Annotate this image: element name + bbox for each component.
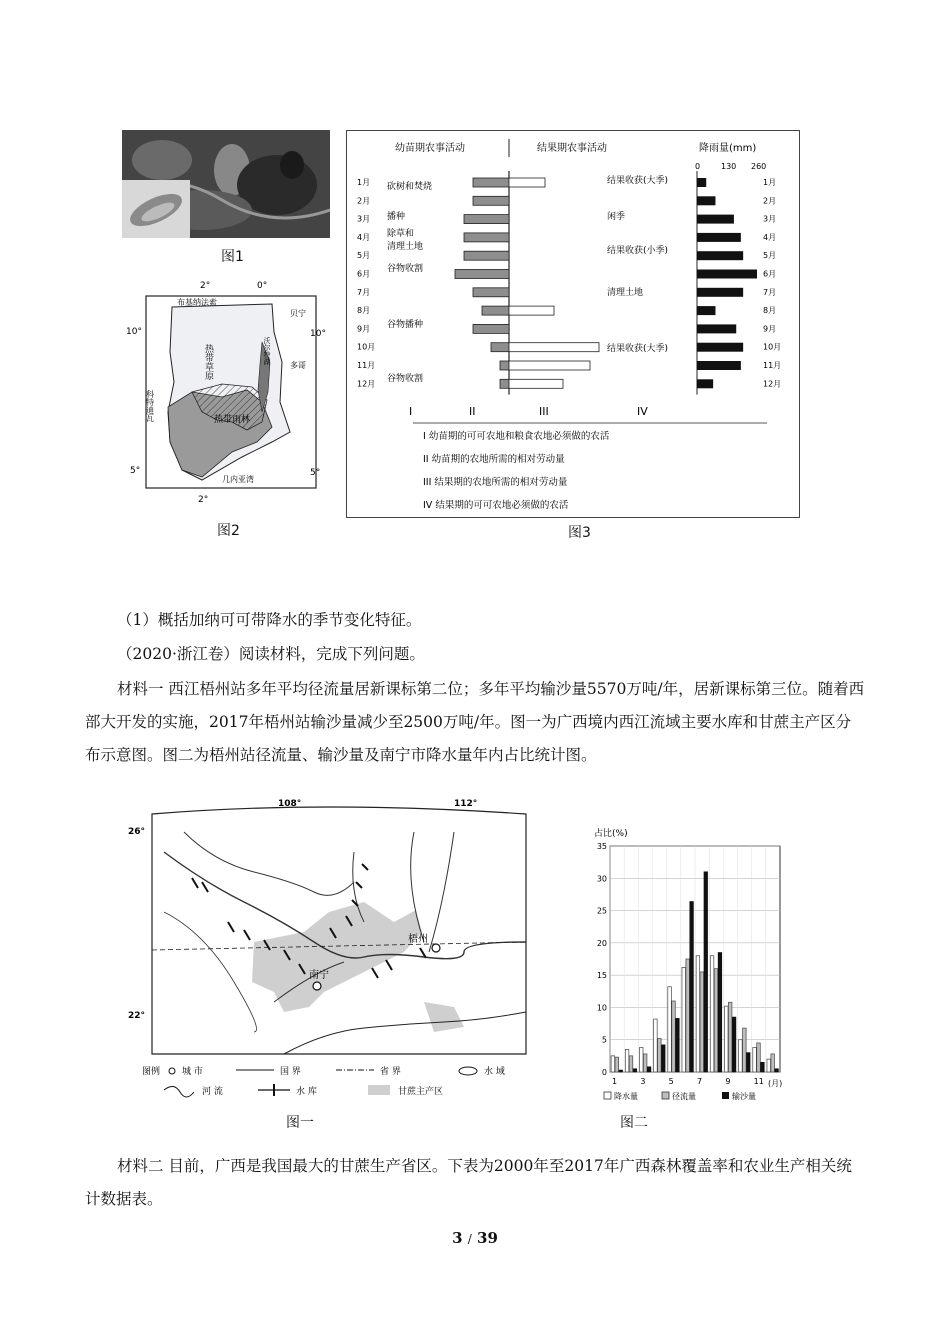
lon-2w-label: 2° bbox=[200, 281, 211, 291]
cocoa-farmer-photo bbox=[122, 130, 330, 238]
month-label-right: 1月 bbox=[763, 178, 777, 187]
labor-young-bar bbox=[464, 215, 509, 224]
precip-bar bbox=[625, 1049, 629, 1072]
activity-clearing: 清理土地 bbox=[607, 288, 644, 298]
sediment-bar bbox=[718, 953, 722, 1072]
labor-young-bar bbox=[473, 178, 509, 187]
roman-2: II bbox=[469, 405, 476, 418]
sediment-bar bbox=[761, 1062, 765, 1072]
rainfall-bar bbox=[697, 233, 741, 242]
sediment-bar bbox=[775, 1069, 779, 1072]
rainfall-bar bbox=[697, 343, 743, 352]
labor-young-bar bbox=[473, 288, 509, 297]
precip-bar bbox=[739, 1040, 743, 1072]
sediment-bar bbox=[647, 1067, 651, 1072]
figure-1-photo bbox=[122, 130, 330, 238]
precip-bar bbox=[753, 1047, 757, 1072]
legend-city: 城 市 bbox=[182, 1067, 203, 1077]
roman-4: IV bbox=[637, 405, 648, 418]
legend-title: 图例 bbox=[142, 1067, 161, 1077]
rainfall-bar bbox=[697, 288, 743, 297]
lat-5-left-label: 5° bbox=[130, 466, 141, 476]
rainfall-bar bbox=[697, 324, 736, 333]
month-label-left: 2月 bbox=[357, 196, 371, 206]
activity-grain-harvest-2: 谷物收割 bbox=[387, 374, 424, 384]
farm-calendar-chart bbox=[347, 131, 799, 517]
runoff-bar bbox=[743, 1028, 747, 1072]
source-text: （2020·浙江卷）阅读材料，完成下列问题。 bbox=[117, 645, 425, 663]
rainfall-bar bbox=[697, 196, 715, 205]
legend-provincial-border: 省 界 bbox=[380, 1067, 401, 1077]
figure-2-caption: 图2 bbox=[217, 523, 240, 539]
runoff-bar bbox=[757, 1043, 761, 1072]
runoff-bar bbox=[686, 959, 690, 1072]
precip-bar bbox=[668, 987, 672, 1072]
lon-bottom-label: 2° bbox=[198, 495, 209, 505]
labor-young-bar bbox=[491, 343, 509, 352]
runoff-bar bbox=[672, 1001, 676, 1072]
rainfall-bar bbox=[697, 379, 713, 388]
runoff-bar bbox=[658, 1038, 662, 1072]
material-1-text: 材料一 西江梧州站多年平均径流量居新课标第二位；多年平均输沙量5570万吨/年，居新课标第三位。随着西部大开发的实施，2017年梧州站输沙量减少至2500万吨/年。图一为广西境内西江流域主要水库和甘蔗主产区分布示意图。图二为梧州站径流量、输沙量及南宁市降水量年内占比统计图。 bbox=[85, 680, 865, 764]
legend-national-border: 国 界 bbox=[280, 1067, 301, 1077]
labor-fruit-bar bbox=[509, 343, 599, 352]
month-label-right: 12月 bbox=[763, 379, 782, 389]
rain-tick-130: 130 bbox=[721, 162, 737, 171]
precip-bar bbox=[767, 1059, 771, 1072]
figure-one-caption: 图一 bbox=[286, 1115, 314, 1131]
figure-two-caption: 图二 bbox=[620, 1115, 648, 1131]
month-label-right: 8月 bbox=[763, 306, 777, 316]
sediment-bar bbox=[662, 1045, 666, 1072]
header-fruit: 结果期农事活动 bbox=[537, 143, 607, 154]
lon-108-label: 108° bbox=[278, 799, 302, 809]
togo-label: 多哥 bbox=[290, 361, 306, 370]
labor-fruit-bar bbox=[509, 306, 554, 315]
sediment-bar bbox=[704, 872, 708, 1072]
runoff-bar bbox=[728, 1002, 732, 1072]
precip-bar bbox=[682, 967, 686, 1072]
figure-3-farm-calendar bbox=[346, 130, 800, 518]
legend-3: III 结果期的农地所需的相对劳动量 bbox=[423, 477, 568, 488]
labor-fruit-bar bbox=[509, 178, 545, 187]
precip-bar bbox=[654, 1019, 658, 1072]
labor-young-bar bbox=[500, 361, 509, 370]
month-label-left: 8月 bbox=[357, 306, 371, 316]
y-tick-label: 20 bbox=[596, 938, 607, 948]
legend-water: 水 域 bbox=[484, 1067, 505, 1077]
runoff-sediment-chart bbox=[590, 824, 790, 1106]
savanna-label: 热带草原 bbox=[203, 344, 213, 380]
y-tick-label: 5 bbox=[601, 1035, 607, 1045]
benin-label: 贝宁 bbox=[290, 309, 306, 318]
month-label-left: 4月 bbox=[357, 232, 371, 242]
precip-bar bbox=[710, 956, 714, 1072]
ghana-map bbox=[122, 272, 330, 540]
month-label-right: 5月 bbox=[763, 251, 777, 261]
y-tick-label: 25 bbox=[596, 906, 607, 916]
rainfall-bar bbox=[697, 306, 715, 315]
page-total: 39 bbox=[477, 1229, 498, 1247]
rainfall-bar bbox=[697, 270, 757, 279]
labor-young-bar bbox=[473, 196, 509, 205]
runoff-bar bbox=[700, 972, 704, 1072]
legend-runoff: 径流量 bbox=[672, 1092, 696, 1101]
sediment-bar bbox=[633, 1069, 637, 1072]
runoff-bar bbox=[643, 1054, 647, 1072]
question-1-text: （1）概括加纳可可带降水的季节变化特征。 bbox=[117, 611, 422, 629]
roman-1: I bbox=[409, 405, 413, 418]
labor-young-bar bbox=[455, 270, 509, 279]
legend-4: IV 结果期的可可农地必须做的农活 bbox=[423, 500, 569, 511]
lon-112-label: 112° bbox=[454, 799, 478, 809]
precip-bar bbox=[696, 956, 700, 1072]
precip-bar bbox=[639, 1047, 643, 1072]
figure-one-map bbox=[124, 792, 534, 1104]
activity-big-harvest-2: 结果收获(大季) bbox=[607, 344, 669, 354]
activity-grain-sowing: 谷物播种 bbox=[387, 320, 424, 330]
page-number bbox=[0, 1229, 950, 1247]
page-current: 3 bbox=[452, 1229, 463, 1247]
rain-title: 降雨量(mm) bbox=[699, 143, 757, 154]
material-2-text: 材料二 目前，广西是我国最大的甘蔗生产省区。下表为2000年至2017年广西森林覆盖率和农业生产相关统计数据表。 bbox=[85, 1157, 852, 1208]
month-label-right: 10月 bbox=[763, 342, 782, 352]
source-line bbox=[85, 638, 865, 671]
labor-young-bar bbox=[464, 251, 509, 260]
chart-title: 占比(%) bbox=[594, 829, 628, 839]
runoff-bar bbox=[771, 1054, 775, 1072]
month-label-right: 11月 bbox=[763, 361, 782, 370]
runoff-bar bbox=[714, 969, 718, 1072]
activity-grain-harvest: 谷物收割 bbox=[387, 264, 424, 274]
figure-3-caption: 图3 bbox=[568, 525, 591, 541]
labor-young-bar bbox=[500, 379, 509, 388]
month-label-left: 6月 bbox=[357, 269, 371, 279]
roman-3: III bbox=[539, 405, 549, 418]
burkina-label: 布基纳法索 bbox=[177, 298, 217, 307]
legend-river: 河 流 bbox=[202, 1087, 223, 1097]
legend-precip: 降水量 bbox=[614, 1092, 638, 1101]
month-label-right: 6月 bbox=[763, 269, 777, 279]
sediment-bar bbox=[747, 1053, 751, 1072]
sediment-bar bbox=[732, 1017, 736, 1072]
activity-weeding-2: 清理土地 bbox=[387, 242, 424, 252]
volta-label: 沃尔特湖 bbox=[263, 337, 271, 365]
y-tick-label: 30 bbox=[596, 874, 607, 884]
x-tick-label: 7 bbox=[697, 1077, 703, 1086]
lat-10-right-label: 10° bbox=[310, 329, 326, 339]
activity-small-harvest: 结果收获(小季) bbox=[607, 246, 669, 256]
month-label-left: 5月 bbox=[357, 251, 371, 261]
figure-two-chart bbox=[590, 824, 790, 1106]
page-sep: / bbox=[467, 1232, 472, 1246]
legend-sugarcane: 甘蔗主产区 bbox=[398, 1087, 444, 1097]
month-label-left: 7月 bbox=[357, 287, 371, 297]
sediment-bar bbox=[619, 1070, 623, 1072]
city-nanning: 南宁 bbox=[309, 970, 329, 981]
lat-22-label: 22° bbox=[128, 1011, 146, 1021]
material-2 bbox=[85, 1150, 865, 1216]
month-label-left: 12月 bbox=[357, 379, 376, 389]
month-label-right: 2月 bbox=[763, 196, 777, 206]
runoff-bar bbox=[629, 1056, 633, 1072]
y-tick-label: 15 bbox=[596, 971, 607, 981]
x-tick-label: 3 bbox=[640, 1077, 646, 1086]
activity-idle: 闲季 bbox=[607, 212, 626, 222]
activity-weeding-1: 除草和 bbox=[387, 229, 415, 239]
sediment-bar bbox=[676, 1018, 680, 1072]
chart-x-unit: (月) bbox=[768, 1079, 783, 1088]
lat-26-label: 26° bbox=[128, 827, 146, 837]
rainforest-label: 热带雨林 bbox=[214, 415, 251, 425]
x-tick-label: 5 bbox=[668, 1077, 674, 1086]
guangxi-map bbox=[124, 792, 534, 1104]
x-tick-label: 9 bbox=[725, 1077, 731, 1086]
figure-2-map bbox=[122, 272, 330, 540]
activity-sowing: 播种 bbox=[387, 212, 406, 222]
rain-tick-260: 260 bbox=[751, 162, 767, 171]
activity-cut-burn: 砍树和焚烧 bbox=[387, 182, 433, 192]
y-tick-label: 0 bbox=[601, 1068, 607, 1077]
month-label-right: 9月 bbox=[763, 324, 777, 334]
rainfall-bar bbox=[697, 215, 734, 224]
y-tick-label: 35 bbox=[596, 842, 607, 851]
material-1 bbox=[85, 673, 865, 772]
month-label-right: 4月 bbox=[763, 232, 777, 242]
lat-5-right-label: 5° bbox=[310, 468, 321, 478]
labor-young-bar bbox=[473, 324, 509, 333]
city-wuzhou: 梧州 bbox=[408, 934, 428, 945]
month-label-left: 10月 bbox=[357, 342, 376, 352]
rain-tick-0: 0 bbox=[695, 162, 701, 171]
x-tick-label: 11 bbox=[753, 1077, 764, 1086]
legend-sediment: 输沙量 bbox=[732, 1092, 756, 1101]
lon-0-label: 0° bbox=[257, 281, 268, 291]
rainfall-bar bbox=[697, 178, 706, 187]
month-label-left: 3月 bbox=[357, 214, 371, 224]
gulf-label: 几内亚湾 bbox=[222, 475, 254, 484]
labor-fruit-bar bbox=[509, 361, 590, 370]
rainfall-bar bbox=[697, 251, 743, 260]
month-label-right: 7月 bbox=[763, 287, 777, 297]
ivory-coast-label: 科特迪瓦 bbox=[145, 390, 155, 422]
labor-fruit-bar bbox=[509, 379, 563, 388]
precip-bar bbox=[724, 1006, 728, 1072]
precip-bar bbox=[611, 1056, 615, 1072]
legend-2: II 幼苗期的农地所需的相对劳动量 bbox=[423, 454, 565, 465]
month-label-left: 11月 bbox=[357, 361, 376, 370]
question-1 bbox=[85, 604, 865, 637]
lat-10-left-label: 10° bbox=[126, 327, 142, 337]
legend-1: I 幼苗期的可可农地和粮食农地必须做的农活 bbox=[423, 431, 610, 442]
legend-reservoir: 水 库 bbox=[296, 1087, 317, 1097]
runoff-bar bbox=[615, 1057, 619, 1072]
header-young: 幼苗期农事活动 bbox=[395, 143, 465, 154]
rainfall-bar bbox=[697, 361, 741, 370]
month-label-right: 3月 bbox=[763, 214, 777, 224]
month-label-left: 9月 bbox=[357, 324, 371, 334]
month-label-left: 1月 bbox=[357, 178, 371, 187]
x-tick-label: 1 bbox=[612, 1077, 618, 1086]
sediment-bar bbox=[690, 902, 694, 1072]
y-tick-label: 10 bbox=[596, 1003, 607, 1013]
activity-big-harvest: 结果收获(大季) bbox=[607, 176, 669, 186]
labor-young-bar bbox=[464, 233, 509, 242]
labor-young-bar bbox=[482, 306, 509, 315]
figure-1-caption: 图1 bbox=[221, 249, 244, 265]
